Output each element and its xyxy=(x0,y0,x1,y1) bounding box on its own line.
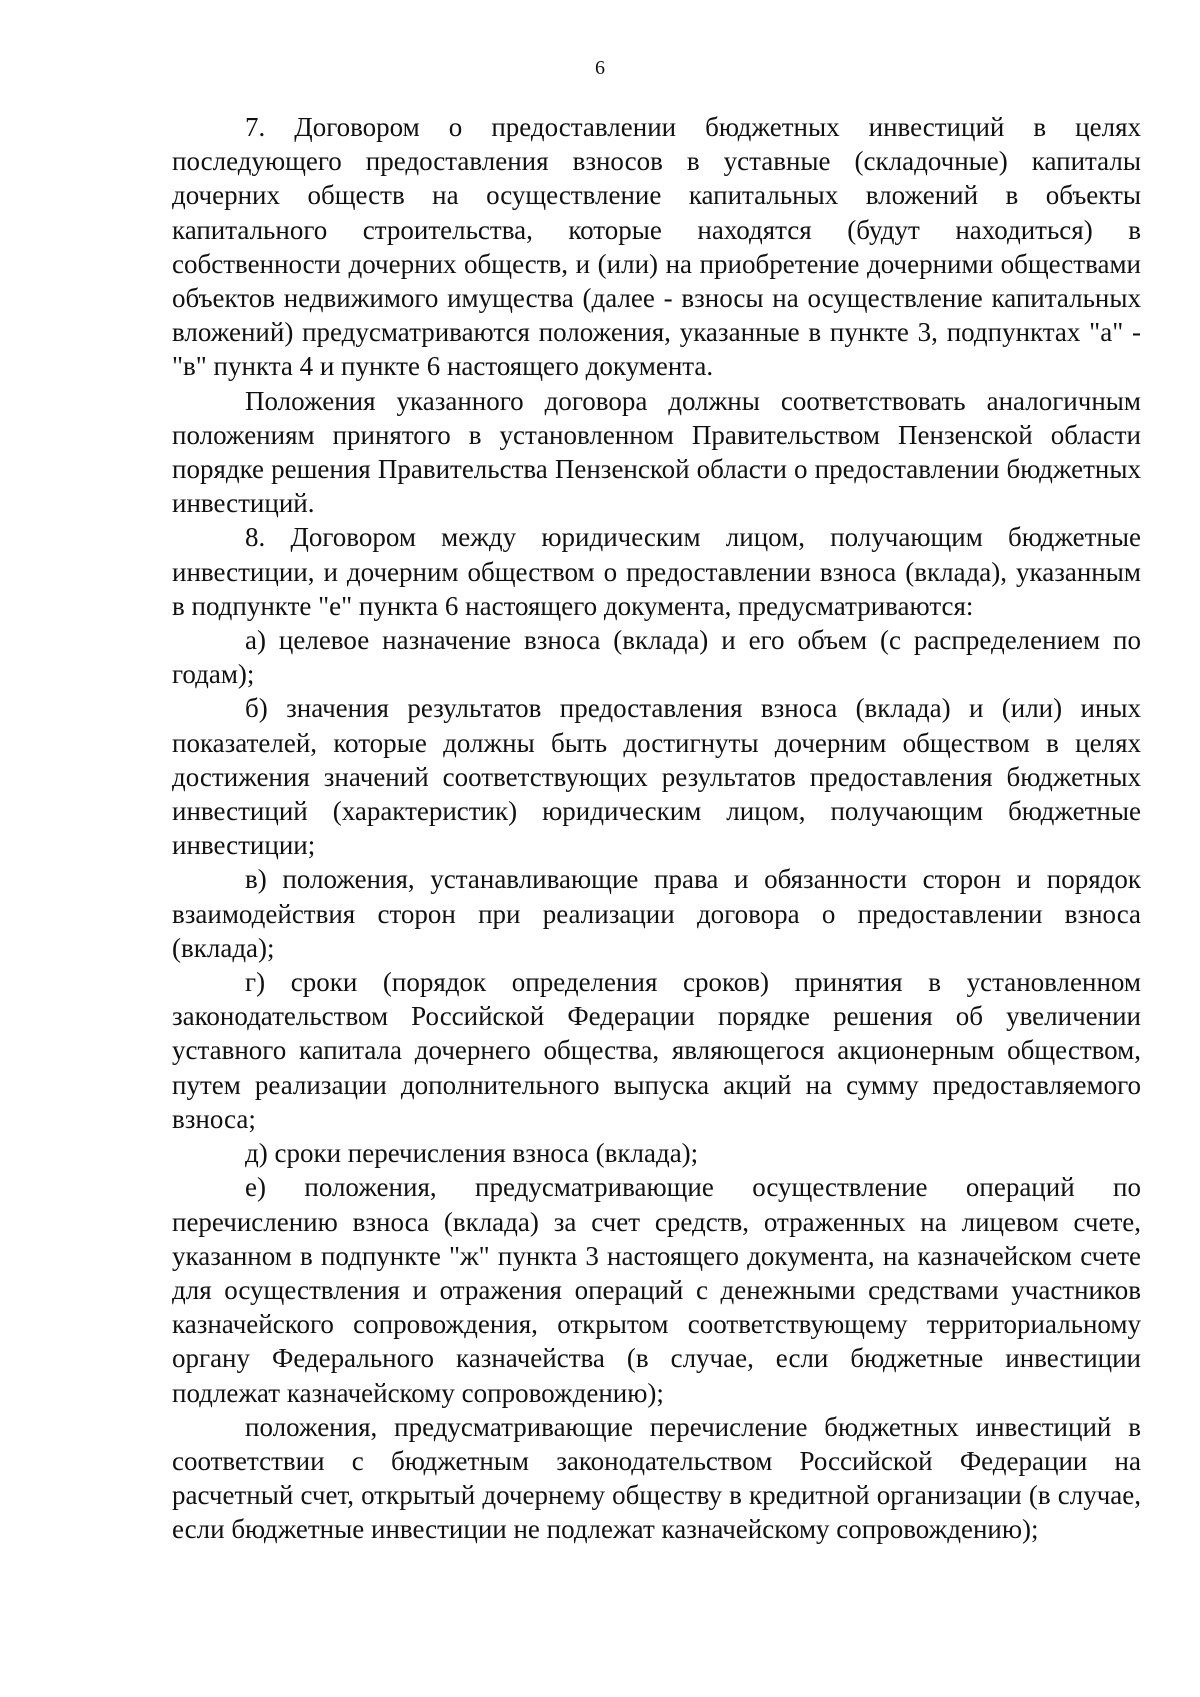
subparagraph-e-continuation: положения, предусматривающие перечисление бюджетных инвестиций в соответствии с бюджетным законодательством Российской Федерации на расчетный счет, открытый дочернему обществу в кредитной организации (в случае, если бюджетные инвестиции не подлежат казначейскому сопровождению); xyxy=(172,1411,1141,1545)
subparagraph-b: б) значения результатов предоставления взноса (вклада) и (или) иных показателей, которые должны быть достигнуты дочерним обществом в целях достижения значений соответствующих результатов предоставления бюджетных инвестиций (характеристик) юридическим лицом, получающим бюджетные инвестиции; xyxy=(172,693,1141,861)
page-number: 6 xyxy=(595,57,605,79)
paragraph-7: 7. Договором о предоставлении бюджетных инвестиций в целях последующего предоставления взносов в уставные (складочные) капиталы дочерних обществ на осуществление капитальных вложений в объекты капитального строительства, которые находятся (будут находиться) в собственности дочерних обществ, и (или) на приобретение дочерними обществами объектов недвижимого имущества (далее - взносы на осуществление капитальных вложений) предусматриваются положения, указанные в пункте 3, подпунктах "а" - "в" пункта 4 и пункте 6 настоящего документа. xyxy=(172,112,1141,382)
subparagraph-g: г) сроки (порядок определения сроков) принятия в установленном законодательством Российской Федерации порядке решения об увеличении уставного капитала дочернего общества, являющегося акционерным обществом, путем реализации дополнительного выпуска акций на сумму предоставляемого взноса; xyxy=(172,967,1141,1134)
paragraph-8: 8. Договором между юридическим лицом, получающим бюджетные инвестиции, и дочерним обществом о предоставлении взноса (вклада), указанным в подпункте "е" пункта 6 настоящего документа, предусматриваются: xyxy=(172,522,1141,621)
subparagraph-a: а) целевое назначение взноса (вклада) и его объем (с распределением по годам); xyxy=(172,625,1141,690)
subparagraph-d: д) сроки перечисления взноса (вклада); xyxy=(245,1138,699,1169)
document-text xyxy=(172,110,1141,1547)
subparagraph-e: е) положения, предусматривающие осуществление операций по перечислению взноса (вклада) за счет средств, отраженных на лицевом счете, указанном в подпункте "ж" пункта 3 настоящего документа, на казначейском счете для осуществления и отражения операций с денежными средствами участников казначейского сопровождения, открытом соответствующему территориальному органу Федерального казначейства (в случае, если бюджетные инвестиции подлежат казначейскому сопровождению); xyxy=(172,1172,1141,1408)
paragraph-7-provisions: Положения указанного договора должны соответствовать аналогичным положениям принятого в установленном Правительством Пензенской области порядке решения Правительства Пензенской области о предоставлении бюджетных инвестиций. xyxy=(172,385,1141,519)
subparagraph-v: в) положения, устанавливающие права и обязанности сторон и порядок взаимодействия сторон при реализации договора о предоставлении взноса (вклада); xyxy=(172,864,1141,963)
